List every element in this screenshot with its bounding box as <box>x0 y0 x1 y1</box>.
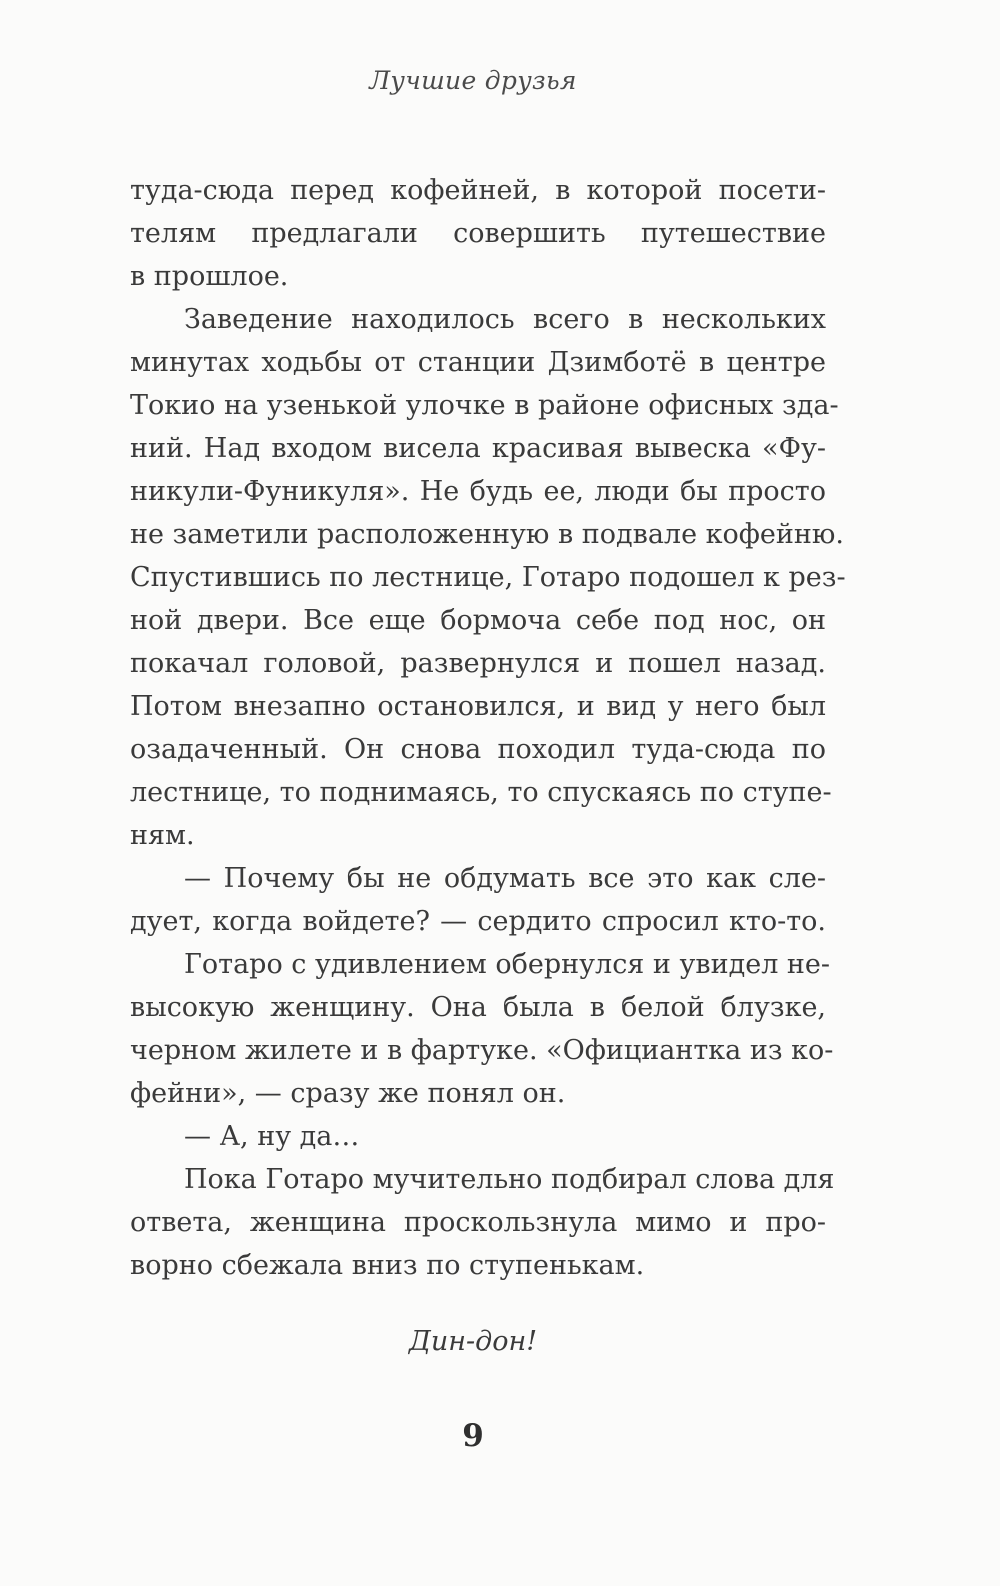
text-line: черном жилете и в фартуке. «Официантка из ко- <box>130 1035 834 1066</box>
text-line: ответа, женщина проскользнула мимо и про- <box>130 1207 826 1238</box>
text-line: в прошлое. <box>130 261 289 292</box>
text-line: высокую женщину. Она была в белой блузке, <box>130 992 826 1023</box>
text-line: не заметили расположенную в подвале кофейню. <box>130 519 844 550</box>
text-line: Спустившись по лестнице, Готаро подошел к рез- <box>130 562 846 593</box>
page-number: 9 <box>462 1418 484 1454</box>
text-line: ной двери. Все еще бормоча себе под нос, он <box>130 605 826 636</box>
text-line: Заведение находилось всего в нескольких <box>184 304 826 335</box>
text-line: — А, ну да… <box>184 1121 360 1152</box>
text-line: ний. Над входом висела красивая вывеска «Фу- <box>130 433 826 464</box>
text-line: — Почему бы не обдумать все это как сле- <box>184 863 826 894</box>
text-line: лестнице, то поднимаясь, то спускаясь по ступе- <box>130 777 832 808</box>
text-line: туда-сюда перед кофейней, в которой посети- <box>130 175 826 206</box>
text-line: дует, когда войдете? — сердито спросил кто-то. <box>130 906 826 937</box>
text-line: никули-Фуникуля». Не будь ее, люди бы просто <box>130 476 826 507</box>
text-line: Готаро с удивлением обернулся и увидел не- <box>184 949 831 980</box>
text-line: Токио на узенькой улочке в районе офисных зда- <box>130 390 839 421</box>
text-line: озадаченный. Он снова походил туда-сюда по <box>130 734 826 765</box>
text-line: Потом внезапно остановился, и вид у него был <box>130 691 826 722</box>
text-line: телям предлагали совершить путешествие <box>130 218 826 249</box>
text-line: Пока Готаро мучительно подбирал слова для <box>184 1164 835 1195</box>
running-head: Лучшие друзья <box>369 66 577 95</box>
text-line: покачал головой, развернулся и пошел назад. <box>130 648 826 679</box>
doorbell-exclamation: Дин-дон! <box>408 1326 538 1357</box>
text-line: ням. <box>130 820 195 851</box>
text-line: ворно сбежала вниз по ступенькам. <box>130 1250 645 1281</box>
text-line: минутах ходьбы от станции Дзимботё в центре <box>130 347 826 378</box>
text-line: фейни», — сразу же понял он. <box>130 1078 566 1109</box>
